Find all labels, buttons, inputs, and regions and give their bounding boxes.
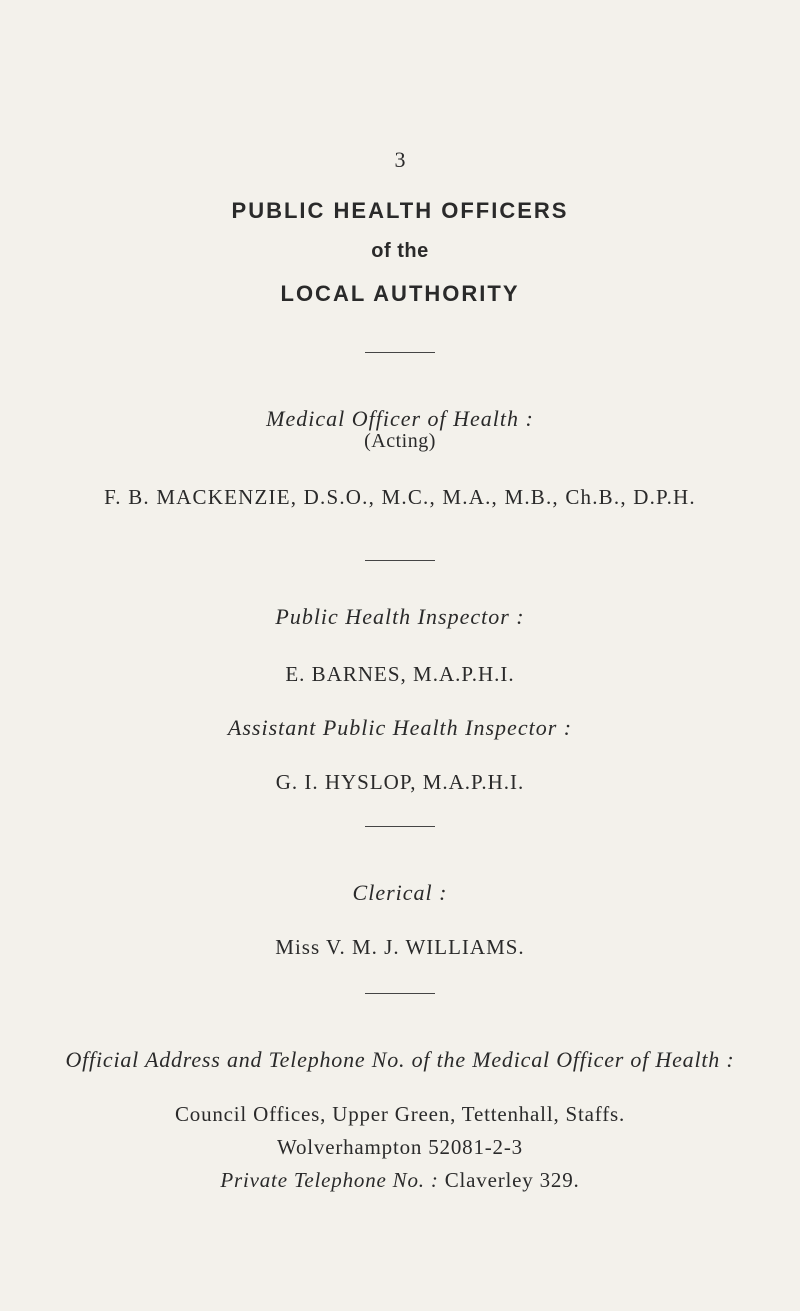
section-divider [365,560,435,561]
clerical-title: Clerical : [352,880,448,905]
assistant-inspector-name: G. I. HYSLOP, M.A.P.H.I. [275,770,525,794]
section-divider [365,352,435,353]
assistant-inspector-title: Assistant Public Health Inspector : [227,715,573,740]
medical-officer-name: F. B. MACKENZIE, D.S.O., M.C., M.A., M.B., Ch.B., D.P.H. [104,485,696,509]
official-address: Council Offices, Upper Green, Tettenhall, Staffs. [174,1102,626,1126]
medical-officer-title: Medical Officer of Health : [266,406,534,431]
main-heading-line-1: PUBLIC HEALTH OFFICERS [231,198,569,223]
official-telephone: Wolverhampton 52081-2-3 [277,1135,523,1159]
public-health-inspector-title: Public Health Inspector : [275,604,525,629]
main-heading-line-2: of the [371,240,429,262]
public-health-inspector-name: E. BARNES, M.A.P.H.I. [285,662,515,686]
clerical-name: Miss V. M. J. WILLIAMS. [275,935,525,959]
section-divider [365,993,435,994]
main-heading-line-3: LOCAL AUTHORITY [280,281,520,306]
private-telephone-number: Claverley 329. [444,1168,580,1192]
section-divider [365,826,435,827]
page-number: 3 [394,147,406,172]
private-telephone-label: Private Telephone No. : [220,1168,439,1192]
private-telephone-line [0,1168,800,1193]
official-address-heading: Official Address and Telephone No. of the Medical Officer of Health : [65,1047,735,1072]
medical-officer-qualifier: (Acting) [364,430,436,452]
